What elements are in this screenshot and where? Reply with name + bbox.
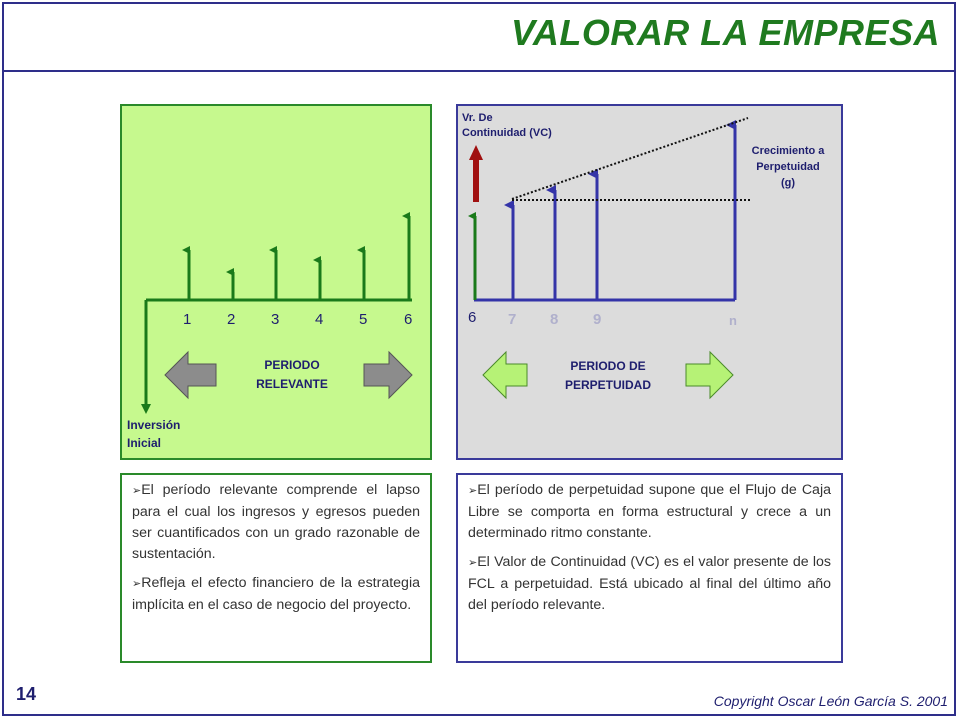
slide-number: 14 [16, 684, 37, 704]
description-paragraph [132, 480, 420, 565]
year-label-2: 2 [227, 311, 236, 328]
paragraph-text: El período de perpetuidad supone que el Flujo de Caja Libre se comporta en forma estructural y crece a un determinado ritmo constante. [468, 482, 831, 541]
arrow-bullet-icon: ➢ [468, 485, 478, 497]
relevant-period-label-line2: RELEVANTE [256, 377, 328, 391]
paragraph-text: El Valor de Continuidad (VC) es el valor presente de los FCL a perpetuidad. Está ubicado al final del último año del período relevante. [468, 554, 831, 613]
perpetuity-period-label-line1: PERIODO DE [570, 359, 646, 373]
year-label-1: 1 [183, 311, 192, 328]
relevant-cash-flows [189, 216, 409, 300]
slide-title: VALORAR LA EMPRESA [510, 12, 940, 53]
vc-label-line2: Continuidad (VC) [462, 127, 552, 139]
perpetuity-period-label-line2: PERPETUIDAD [564, 378, 651, 392]
relevant-period-label-line1: PERIODO [264, 358, 320, 372]
vc-label-line1: Vr. De [462, 112, 493, 124]
arrow-bullet-icon: ➢ [468, 557, 478, 569]
copyright-notice: Copyright Oscar León García S. 2001 [713, 693, 948, 709]
perpetuity-cash-flows [513, 125, 735, 300]
vc-label [462, 111, 552, 141]
perp-year-label-9: 9 [593, 311, 602, 328]
left-arrow-shape [483, 352, 527, 398]
investment-arrowhead [141, 404, 151, 414]
description-paragraph [132, 573, 420, 616]
investment-label-line2: Inicial [127, 436, 162, 450]
relevant-period-label [232, 356, 352, 394]
right-arrow-shape [686, 352, 733, 398]
arrow-bullet-icon: ➢ [132, 485, 142, 497]
relevant-period-description [120, 473, 432, 663]
arrow-bullet-icon: ➢ [132, 578, 142, 590]
perp-year-label-6: 6 [468, 309, 477, 326]
year-label-3: 3 [271, 311, 280, 328]
perp-year-label-n: n [729, 313, 737, 328]
growth-label-line2: Perpetuidad [756, 161, 820, 173]
paragraph-text: Refleja el efecto financiero de la estrategia implícita en el caso de negocio del proyecto. [132, 575, 420, 613]
description-paragraph [468, 552, 831, 616]
year-label-5: 5 [359, 311, 368, 328]
investment-label [127, 416, 180, 452]
growth-label [736, 143, 840, 191]
growth-label-line1: Crecimiento a [751, 145, 825, 157]
year-label-6: 6 [404, 311, 413, 328]
perp-year-label-7: 7 [508, 311, 517, 328]
vc-arrowhead [469, 145, 483, 160]
perp-year-label-8: 8 [550, 311, 559, 328]
perpetuity-period-description [456, 473, 843, 663]
left-arrow-shape [165, 352, 216, 398]
investment-label-line1: Inversión [127, 418, 181, 432]
description-paragraph [468, 480, 831, 544]
perpetuity-period-label [538, 357, 678, 395]
year-label-4: 4 [315, 311, 324, 328]
paragraph-text: El período relevante comprende el lapso para el cual los ingresos y egresos pueden ser cuantificados con un grado razonable de sustentación. [132, 482, 420, 562]
growth-label-line3: (g) [780, 177, 796, 189]
right-arrow-shape [364, 352, 412, 398]
